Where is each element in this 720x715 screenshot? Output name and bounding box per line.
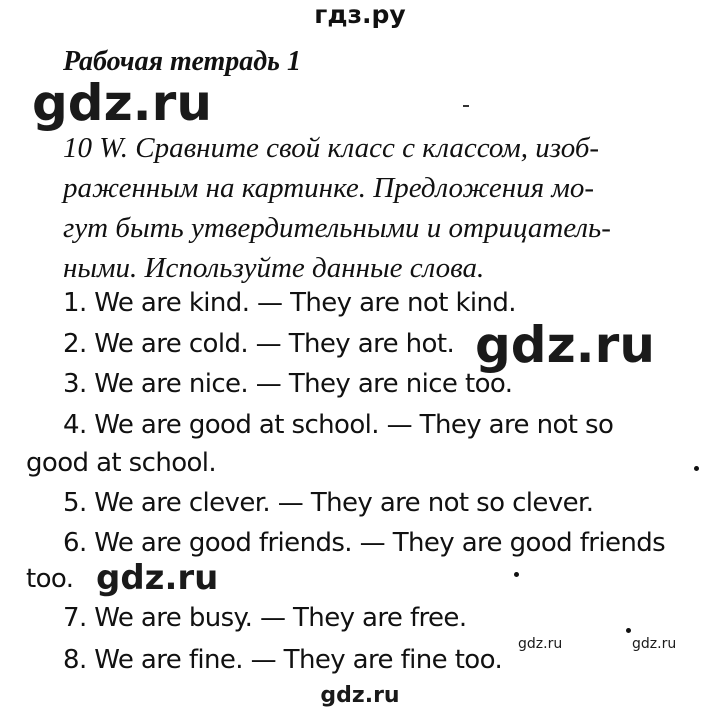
answer-line: 5. We are clever. — They are not so clever. xyxy=(63,488,594,518)
scan-speck xyxy=(694,466,699,471)
answer-line: 8. We are fine. — They are fine too. xyxy=(63,645,503,675)
site-header: гдз.ру xyxy=(314,0,406,29)
scan-speck xyxy=(514,572,519,577)
workbook-heading: Рабочая тетрадь 1 xyxy=(63,46,301,77)
task-line: ными. Используйте данные слова. xyxy=(63,252,485,284)
answer-line: 6. We are good friends. — They are good friends xyxy=(63,528,666,558)
answer-line: 7. We are busy. — They are free. xyxy=(63,603,467,633)
scan-speck xyxy=(626,628,631,633)
task-line: гут быть утвердительными и отрицатель- xyxy=(63,212,611,244)
watermark-top-left: gdz.ru xyxy=(32,74,212,132)
task-line: раженным на картинке. Предложения мо- xyxy=(63,172,595,204)
scan-speck xyxy=(463,105,469,107)
watermark-small: gdz.ru xyxy=(632,636,677,652)
watermark-middle-left: gdz.ru xyxy=(96,558,219,598)
answer-line: good at school. xyxy=(26,448,217,478)
answer-line: 4. We are good at school. — They are not so xyxy=(63,410,614,440)
answer-line: too. xyxy=(26,564,74,594)
answer-line: 3. We are nice. — They are nice too. xyxy=(63,369,513,399)
watermark-bottom: gdz.ru xyxy=(320,683,400,708)
answer-line: 2. We are cold. — They are hot. xyxy=(63,329,455,359)
task-text xyxy=(63,128,693,288)
watermark-middle-right: gdz.ru xyxy=(475,316,655,374)
answer-line: 1. We are kind. — They are not kind. xyxy=(63,288,516,318)
task-line: 10 W. Сравните свой класс с классом, изоб- xyxy=(63,132,600,164)
watermark-small: gdz.ru xyxy=(518,636,563,652)
